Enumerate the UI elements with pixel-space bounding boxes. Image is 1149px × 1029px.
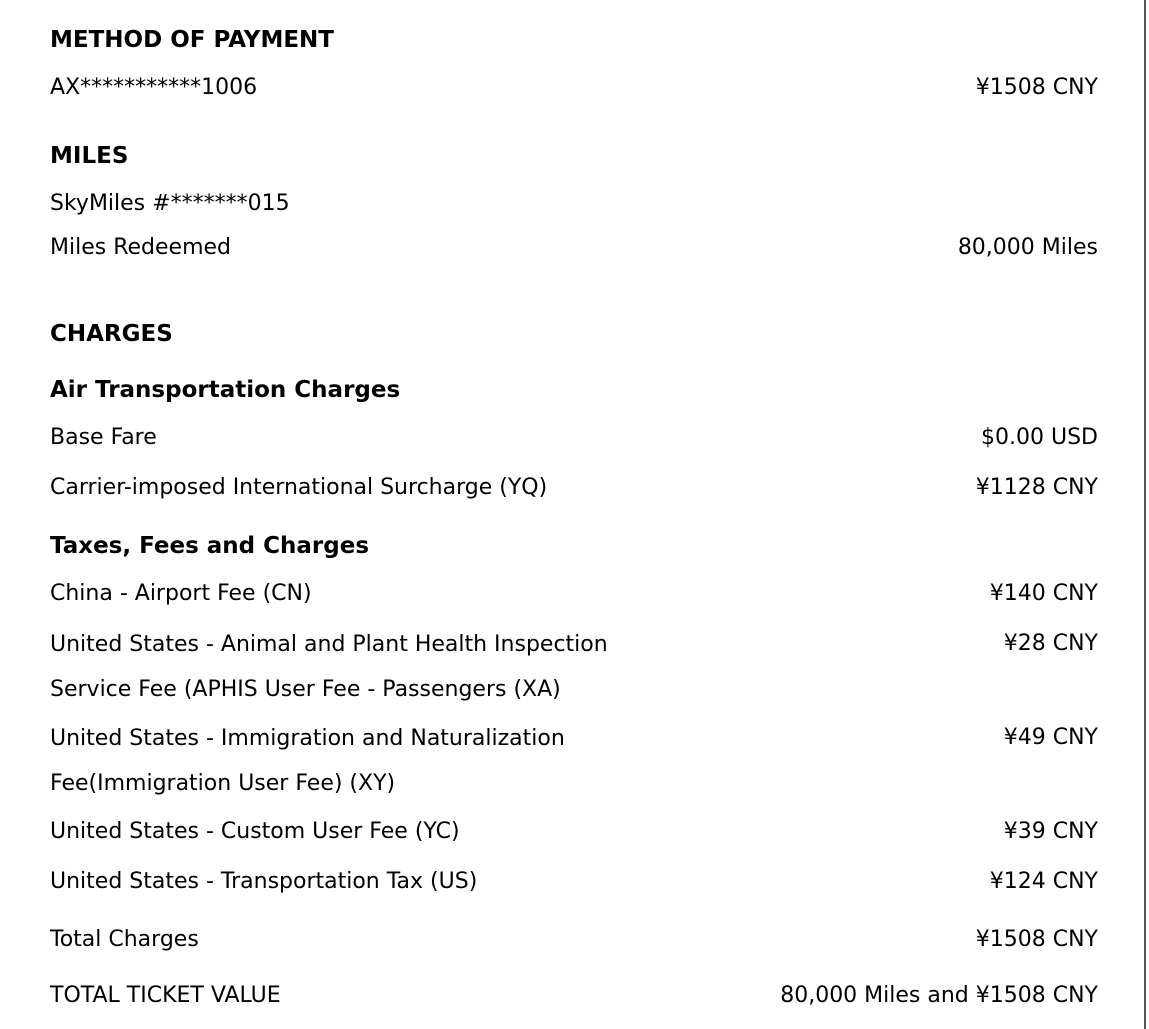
tax-label: United States - Custom User Fee (YC) [50, 819, 460, 844]
charge-label: Base Fare [50, 425, 157, 450]
tax-value: ¥124 CNY [989, 869, 1098, 894]
ticket-value-row [50, 981, 1098, 1011]
tax-label: United States - Transportation Tax (US) [50, 869, 478, 894]
miles-account-row [50, 189, 1098, 219]
air-charges-heading: Air Transportation Charges [50, 377, 401, 403]
tax-row [50, 579, 1098, 609]
payment-amount: ¥1508 CNY [975, 75, 1098, 100]
miles-heading: MILES [50, 143, 129, 169]
tax-row [50, 622, 1098, 712]
total-charges-label: Total Charges [50, 927, 199, 952]
ticket-value-label: TOTAL TICKET VALUE [50, 983, 281, 1008]
charges-heading: CHARGES [50, 321, 173, 347]
charge-row [50, 473, 1098, 503]
miles-redeemed-value: 80,000 Miles [957, 235, 1098, 260]
miles-redeemed-row [50, 233, 1098, 263]
charge-label: Carrier-imposed International Surcharge (YQ) [50, 475, 548, 500]
total-charges-row [50, 925, 1098, 955]
tax-value: ¥39 CNY [1003, 819, 1098, 844]
charge-value: $0.00 USD [981, 425, 1098, 450]
tax-label: United States - Immigration and Naturalization Fee(Immigration User Fee) (XY) [50, 726, 565, 796]
tax-row [50, 817, 1098, 847]
charge-value: ¥1128 CNY [975, 475, 1098, 500]
tax-value: ¥28 CNY [1003, 631, 1098, 656]
tax-label: China - Airport Fee (CN) [50, 581, 312, 606]
payment-card: AX***********1006 [50, 75, 258, 100]
miles-redeemed-label: Miles Redeemed [50, 235, 231, 260]
total-charges-value: ¥1508 CNY [975, 927, 1098, 952]
payment-row [50, 73, 1098, 103]
payment-heading: METHOD OF PAYMENT [50, 27, 334, 53]
tax-row [50, 867, 1098, 897]
tax-value: ¥140 CNY [989, 581, 1098, 606]
tax-value: ¥49 CNY [1003, 725, 1098, 750]
ticket-value-amount: 80,000 Miles and ¥1508 CNY [780, 983, 1098, 1008]
charge-row [50, 423, 1098, 453]
miles-account: SkyMiles #*******015 [50, 191, 290, 216]
taxes-heading: Taxes, Fees and Charges [50, 533, 370, 559]
tax-row [50, 716, 1098, 806]
tax-label: United States - Animal and Plant Health Inspection Service Fee (APHIS User Fee - Passengers (XA) [50, 632, 608, 702]
